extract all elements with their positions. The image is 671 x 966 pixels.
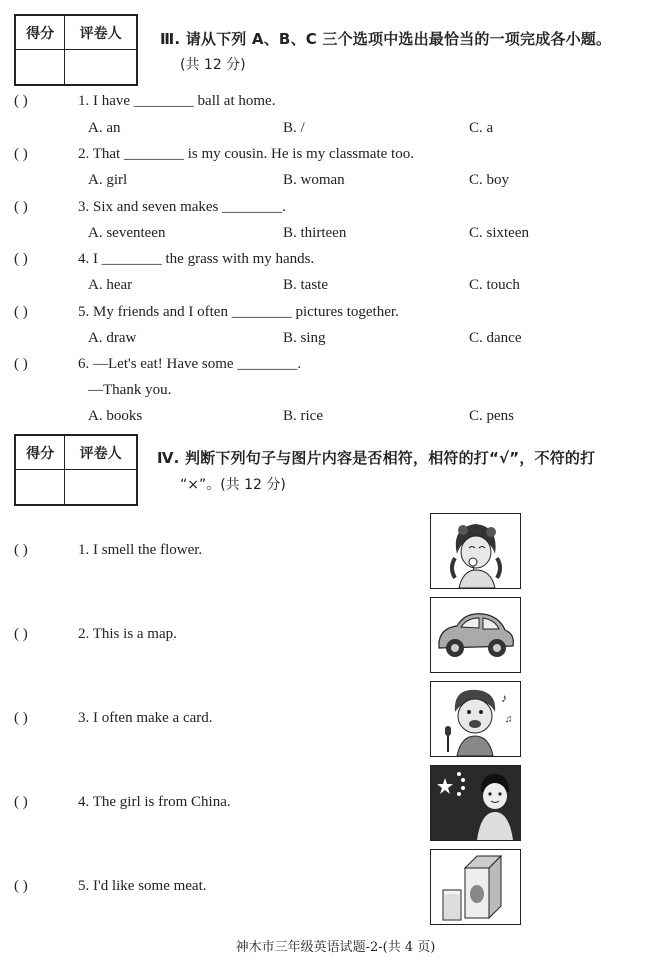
- grader-cell[interactable]: [65, 470, 137, 505]
- option-a: A. girl: [88, 172, 128, 188]
- answer-blank[interactable]: ( ): [14, 304, 28, 320]
- option-a: A. hear: [88, 277, 133, 293]
- option-c: C. sixteen: [469, 225, 529, 241]
- answer-blank[interactable]: ( ): [14, 878, 28, 894]
- milk-carton-and-glass-picture: [430, 849, 521, 925]
- answer-blank[interactable]: ( ): [14, 794, 28, 810]
- option-b: B. thirteen: [283, 225, 347, 241]
- option-c: C. pens: [469, 408, 514, 424]
- question-stem: 3. Six and seven makes ________.: [78, 199, 286, 215]
- question-stem: 1. I have ________ ball at home.: [78, 93, 276, 109]
- section4-title: Ⅳ. 判断下列句子与图片内容是否相符，相符的打“√”，不符的打: [157, 449, 596, 467]
- page-footer: 神木市三年级英语试题-2-(共 4 页): [235, 940, 436, 955]
- girl-with-chinese-flag-picture: [430, 765, 521, 841]
- grader-cell[interactable]: [65, 50, 137, 85]
- answer-blank[interactable]: ( ): [14, 199, 28, 215]
- option-c: C. touch: [469, 277, 520, 293]
- score-cell[interactable]: [16, 50, 65, 85]
- grader-label: 评卷人: [65, 436, 137, 470]
- option-c: C. a: [469, 120, 494, 136]
- question-reply: —Thank you.: [88, 382, 172, 398]
- svg-text:♪: ♪: [501, 691, 507, 705]
- score-label: 得分: [16, 16, 65, 50]
- score-box-section3: [14, 14, 138, 86]
- answer-blank[interactable]: ( ): [14, 626, 28, 642]
- statement: 2. This is a map.: [78, 626, 177, 642]
- girl-smelling-flower-picture: [430, 513, 521, 589]
- svg-text:♫: ♫: [505, 714, 513, 725]
- statement: 1. I smell the flower.: [78, 542, 203, 558]
- option-a: A. an: [88, 120, 121, 136]
- score-label: 得分: [16, 436, 65, 470]
- section3-points: (共 12 分): [180, 57, 246, 73]
- car-picture: [430, 597, 521, 673]
- answer-blank[interactable]: ( ): [14, 93, 28, 109]
- option-b: B. rice: [283, 408, 323, 424]
- question-stem: 6. —Let's eat! Have some ________.: [78, 356, 302, 372]
- statement: 4. The girl is from China.: [78, 794, 231, 810]
- answer-blank[interactable]: ( ): [14, 542, 28, 558]
- statement: 5. I'd like some meat.: [78, 878, 207, 894]
- question-stem: 2. That ________ is my cousin. He is my classmate too.: [78, 146, 414, 162]
- option-b: B. sing: [283, 330, 326, 346]
- option-b: B. taste: [283, 277, 328, 293]
- option-b: B. /: [283, 120, 305, 136]
- score-cell[interactable]: [16, 470, 65, 505]
- grader-label: 评卷人: [65, 16, 137, 50]
- boy-singing-picture: [430, 681, 521, 757]
- score-box-section4: [14, 434, 138, 506]
- option-c: C. boy: [469, 172, 510, 188]
- question-stem: 4. I ________ the grass with my hands.: [78, 251, 315, 267]
- question-stem: 5. My friends and I often ________ pictures together.: [78, 304, 399, 320]
- answer-blank[interactable]: ( ): [14, 710, 28, 726]
- option-a: A. seventeen: [88, 225, 166, 241]
- answer-blank[interactable]: ( ): [14, 251, 28, 267]
- answer-blank[interactable]: ( ): [14, 146, 28, 162]
- section4-points: “×”。(共 12 分): [180, 477, 286, 493]
- statement: 3. I often make a card.: [78, 710, 213, 726]
- option-b: B. woman: [283, 172, 345, 188]
- section3-title: Ⅲ. 请从下列 A、B、C 三个选项中选出最恰当的一项完成各小题。: [160, 30, 612, 48]
- option-a: A. books: [88, 408, 143, 424]
- option-c: C. dance: [469, 330, 522, 346]
- answer-blank[interactable]: ( ): [14, 356, 28, 372]
- option-a: A. draw: [88, 330, 137, 346]
